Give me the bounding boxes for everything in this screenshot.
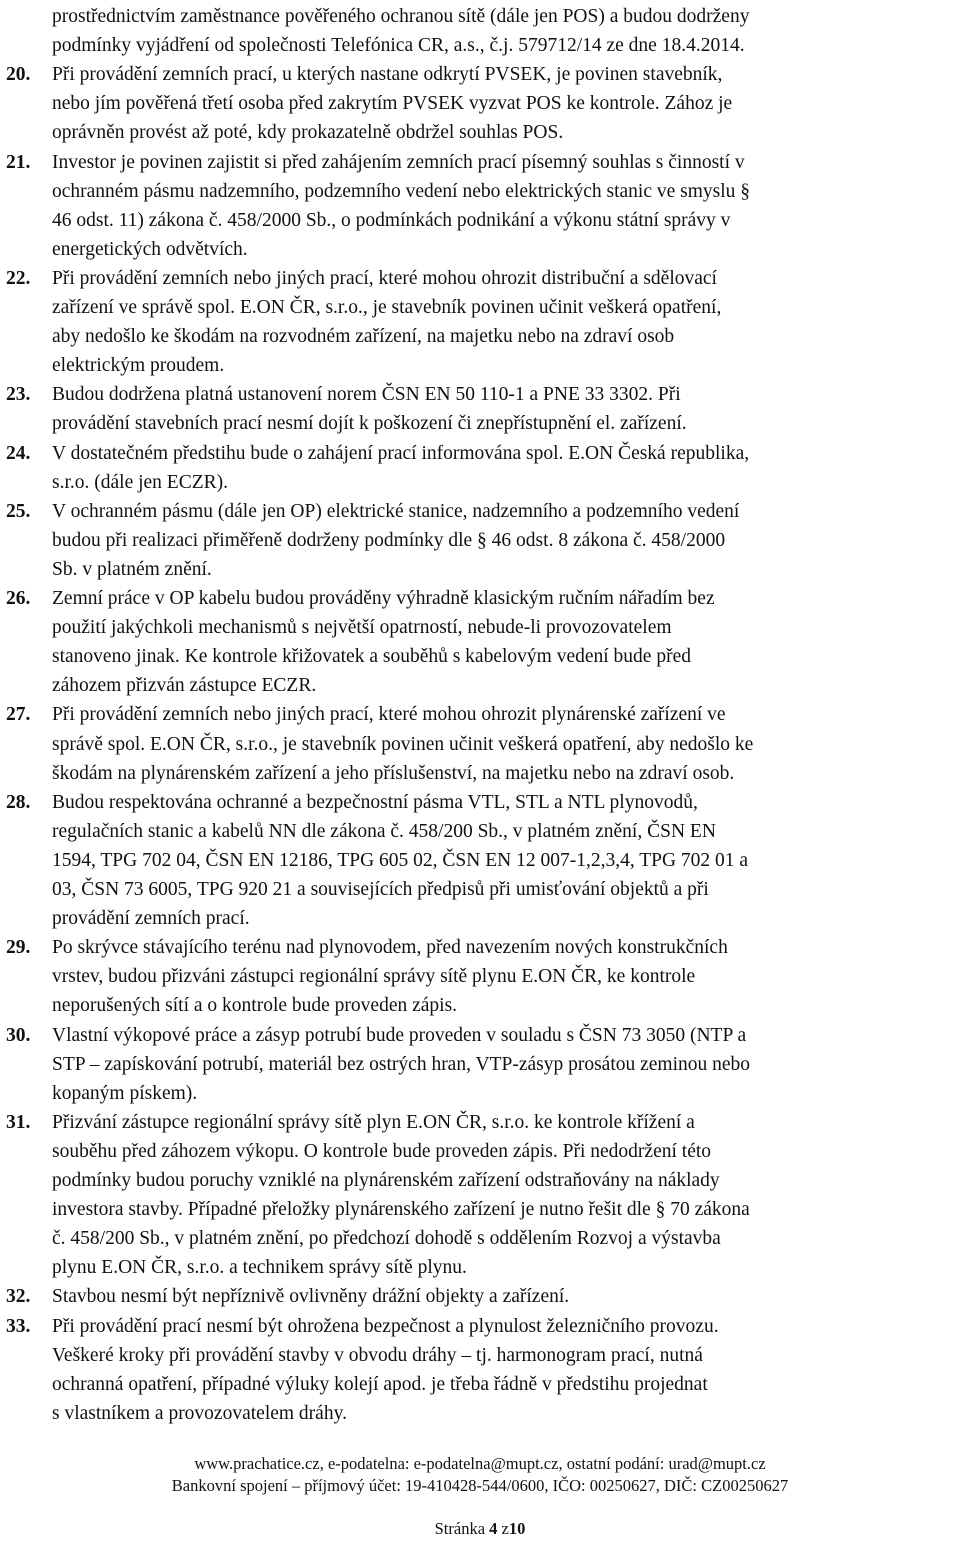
item-number: 29. [6, 937, 31, 959]
paragraph-line: investora stavby. Případné přeložky plynárenského zařízení je nutno řešit dle § 70 zákona [52, 1199, 750, 1221]
item-number: 33. [6, 1315, 31, 1337]
paragraph-line: V dostatečném předstihu bude o zahájení prací informována spol. E.ON Česká republika, [52, 442, 750, 464]
paragraph-line: 03, ČSN 73 6005, TPG 920 21 a souvisejících předpisů při umisťování objektů a při [52, 879, 709, 900]
item-number: 24. [6, 442, 31, 464]
paragraph-line: Zemní práce v OP kabelu budou prováděny výhradně klasickým ručním nářadím bez [52, 588, 715, 609]
paragraph-line: Budou respektována ochranné a bezpečnostní pásma VTL, STL a NTL plynovodů, [52, 791, 698, 813]
paragraph-line: STP – zapískování potrubí, materiál bez ostrých hran, VTP-zásyp prosátou zeminou nebo [52, 1053, 751, 1075]
paragraph-line: 1594, TPG 702 04, ČSN EN 12186, TPG 605 02, ČSN EN 12 007-1,2,3,4, TPG 702 01 a [52, 849, 749, 871]
item-number: 20. [6, 64, 31, 86]
item-number: 25. [6, 500, 31, 522]
paragraph-line: s vlastníkem a provozovatelem dráhy. [52, 1402, 347, 1424]
paragraph-line: energetických odvětvích. [52, 238, 248, 260]
page-number [0, 1518, 960, 1540]
paragraph-line: neporušených sítí a o kontrole bude proveden zápis. [52, 995, 458, 1017]
page-current: 4 [489, 1519, 498, 1538]
paragraph-line: oprávněn provést až poté, kdy prokazatelně obdržel souhlas POS. [52, 122, 564, 144]
paragraph-line: Stavbou nesmí být nepříznivě ovlivněny drážní objekty a zařízení. [52, 1286, 570, 1308]
paragraph-line: Po skrývce stávajícího terénu nad plynovodem, před navezením nových konstrukčních [52, 937, 728, 959]
paragraph-line: budou při realizaci přiměřeně dodrženy podmínky dle § 46 odst. 8 zákona č. 458/2000 [52, 529, 726, 551]
item-number: 21. [6, 151, 31, 173]
item-number: 23. [6, 384, 31, 406]
paragraph-line: Budou dodržena platná ustanovení norem ČSN EN 50 110-1 a PNE 33 3302. Při [52, 384, 681, 406]
item-number: 30. [6, 1024, 31, 1046]
item-number: 31. [6, 1111, 31, 1133]
paragraph-line: Při provádění zemních nebo jiných prací, které mohou ohrozit distribuční a sdělovací [52, 267, 717, 289]
paragraph-line: s.r.o. (dále jen ECZR). [52, 471, 229, 493]
paragraph-line: nebo jím pověřená třetí osoba před zakrytím PVSEK vyzvat POS ke kontrole. Zához je [52, 93, 733, 115]
paragraph-line: zařízení ve správě spol. E.ON ČR, s.r.o., je stavebník povinen učinit veškerá opatření, [52, 297, 722, 318]
paragraph-line: regulačních stanic a kabelů NN dle zákona č. 458/200 Sb., v platném znění, ČSN EN [52, 820, 716, 842]
paragraph-line: plynu E.ON ČR, s.r.o. a technikem správy sítě plynu. [52, 1257, 467, 1279]
paragraph-line: podmínky vyjádření od společnosti Telefónica CR, a.s., č.j. 579712/14 ze dne 18.4.2014. [52, 35, 745, 57]
paragraph-line: Při provádění zemních nebo jiných prací, které mohou ohrozit plynárenské zařízení ve [52, 704, 726, 726]
footer-contact: www.prachatice.cz, e-podatelna: e-podatelna@mupt.cz, ostatní podání: urad@mupt.cz [194, 1454, 766, 1473]
page-sep: z [501, 1519, 509, 1538]
paragraph-line: Vlastní výkopové práce a zásyp potrubí bude proveden v souladu s ČSN 73 3050 (NTP a [52, 1024, 747, 1046]
paragraph-line: stanoveno jinak. Ke kontrole křižovatek a souběhů s kabelovým vedení bude před [52, 646, 691, 668]
paragraph-line: použití jakýchkoli mechanismů s největší opatrností, nebude-li provozovatelem [52, 617, 672, 639]
paragraph-line: Investor je povinen zajistit si před zahájením zemních prací písemný souhlas s činností v [52, 151, 745, 173]
paragraph-line: ochranná opatření, případné výluky kolejí apod. je třeba řádně v předstihu projednat [52, 1373, 708, 1395]
paragraph-line: aby nedošlo ke škodám na rozvodném zařízení, na majetku nebo na zdraví osob [52, 326, 675, 348]
paragraph-line: záhozem přizván zástupce ECZR. [52, 675, 317, 697]
paragraph-line: škodám na plynárenském zařízení a jeho příslušenství, na majetku nebo na zdraví osob. [52, 762, 735, 784]
paragraph-line: Veškeré kroky při provádění stavby v obvodu dráhy – tj. harmonogram prací, nutná [52, 1344, 703, 1366]
paragraph-line: souběhu před záhozem výkopu. O kontrole bude proveden zápis. Při nedodržení této [52, 1140, 712, 1162]
item-number: 28. [6, 791, 31, 813]
paragraph-line: vrstev, budou přizváni zástupci regionální správy sítě plynu E.ON ČR, ke kontrole [52, 966, 696, 988]
paragraph-line: V ochranném pásmu (dále jen OP) elektrické stanice, nadzemního a podzemního vedení [52, 500, 740, 522]
paragraph-line: 46 odst. 11) zákona č. 458/2000 Sb., o podmínkách podnikání a výkonu státní správy v [52, 209, 731, 231]
paragraph-line: Sb. v platném znění. [52, 558, 212, 580]
page-prefix: Stránka [434, 1519, 486, 1538]
footer-bank: Bankovní spojení – příjmový účet: 19-410428-544/0600, IČO: 00250627, DIČ: CZ00250627 [171, 1476, 789, 1495]
item-number: 27. [6, 704, 31, 726]
paragraph-line: provádění zemních prací. [52, 908, 250, 930]
paragraph-line: Při provádění zemních prací, u kterých nastane odkrytí PVSEK, je povinen stavebník, [52, 64, 723, 86]
paragraph-line: prostřednictvím zaměstnance pověřeného ochranou sítě (dále jen POS) a budou dodrženy [52, 6, 750, 27]
paragraph-line: Při provádění prací nesmí být ohrožena bezpečnost a plynulost železničního provozu. [52, 1315, 719, 1337]
paragraph-line: provádění stavebních prací nesmí dojít k poškození či znepřístupnění el. zařízení. [52, 413, 687, 435]
paragraph-line: elektrickým proudem. [52, 355, 225, 377]
paragraph-line: kopaným pískem). [52, 1082, 198, 1104]
paragraph-line: č. 458/200 Sb., v platném znění, po předchozí dohodě s oddělením Rozvoj a výstavba [52, 1228, 721, 1250]
paragraph-line: Přizvání zástupce regionální správy sítě plyn E.ON ČR, s.r.o. ke kontrole křížení a [52, 1111, 695, 1133]
page-total: 10 [508, 1519, 526, 1538]
item-number: 22. [6, 267, 31, 289]
paragraph-line: správě spol. E.ON ČR, s.r.o., je stavebník povinen učinit veškerá opatření, aby nedošlo ke [52, 733, 754, 755]
item-number: 26. [6, 588, 31, 609]
item-number: 32. [6, 1286, 31, 1308]
paragraph-line: podmínky budou poruchy vzniklé na plynárenském zařízení odstraňovány na náklady [52, 1170, 720, 1191]
paragraph-line: ochranném pásmu nadzemního, podzemního vedení nebo elektrických stanic ve smyslu § [52, 180, 751, 202]
